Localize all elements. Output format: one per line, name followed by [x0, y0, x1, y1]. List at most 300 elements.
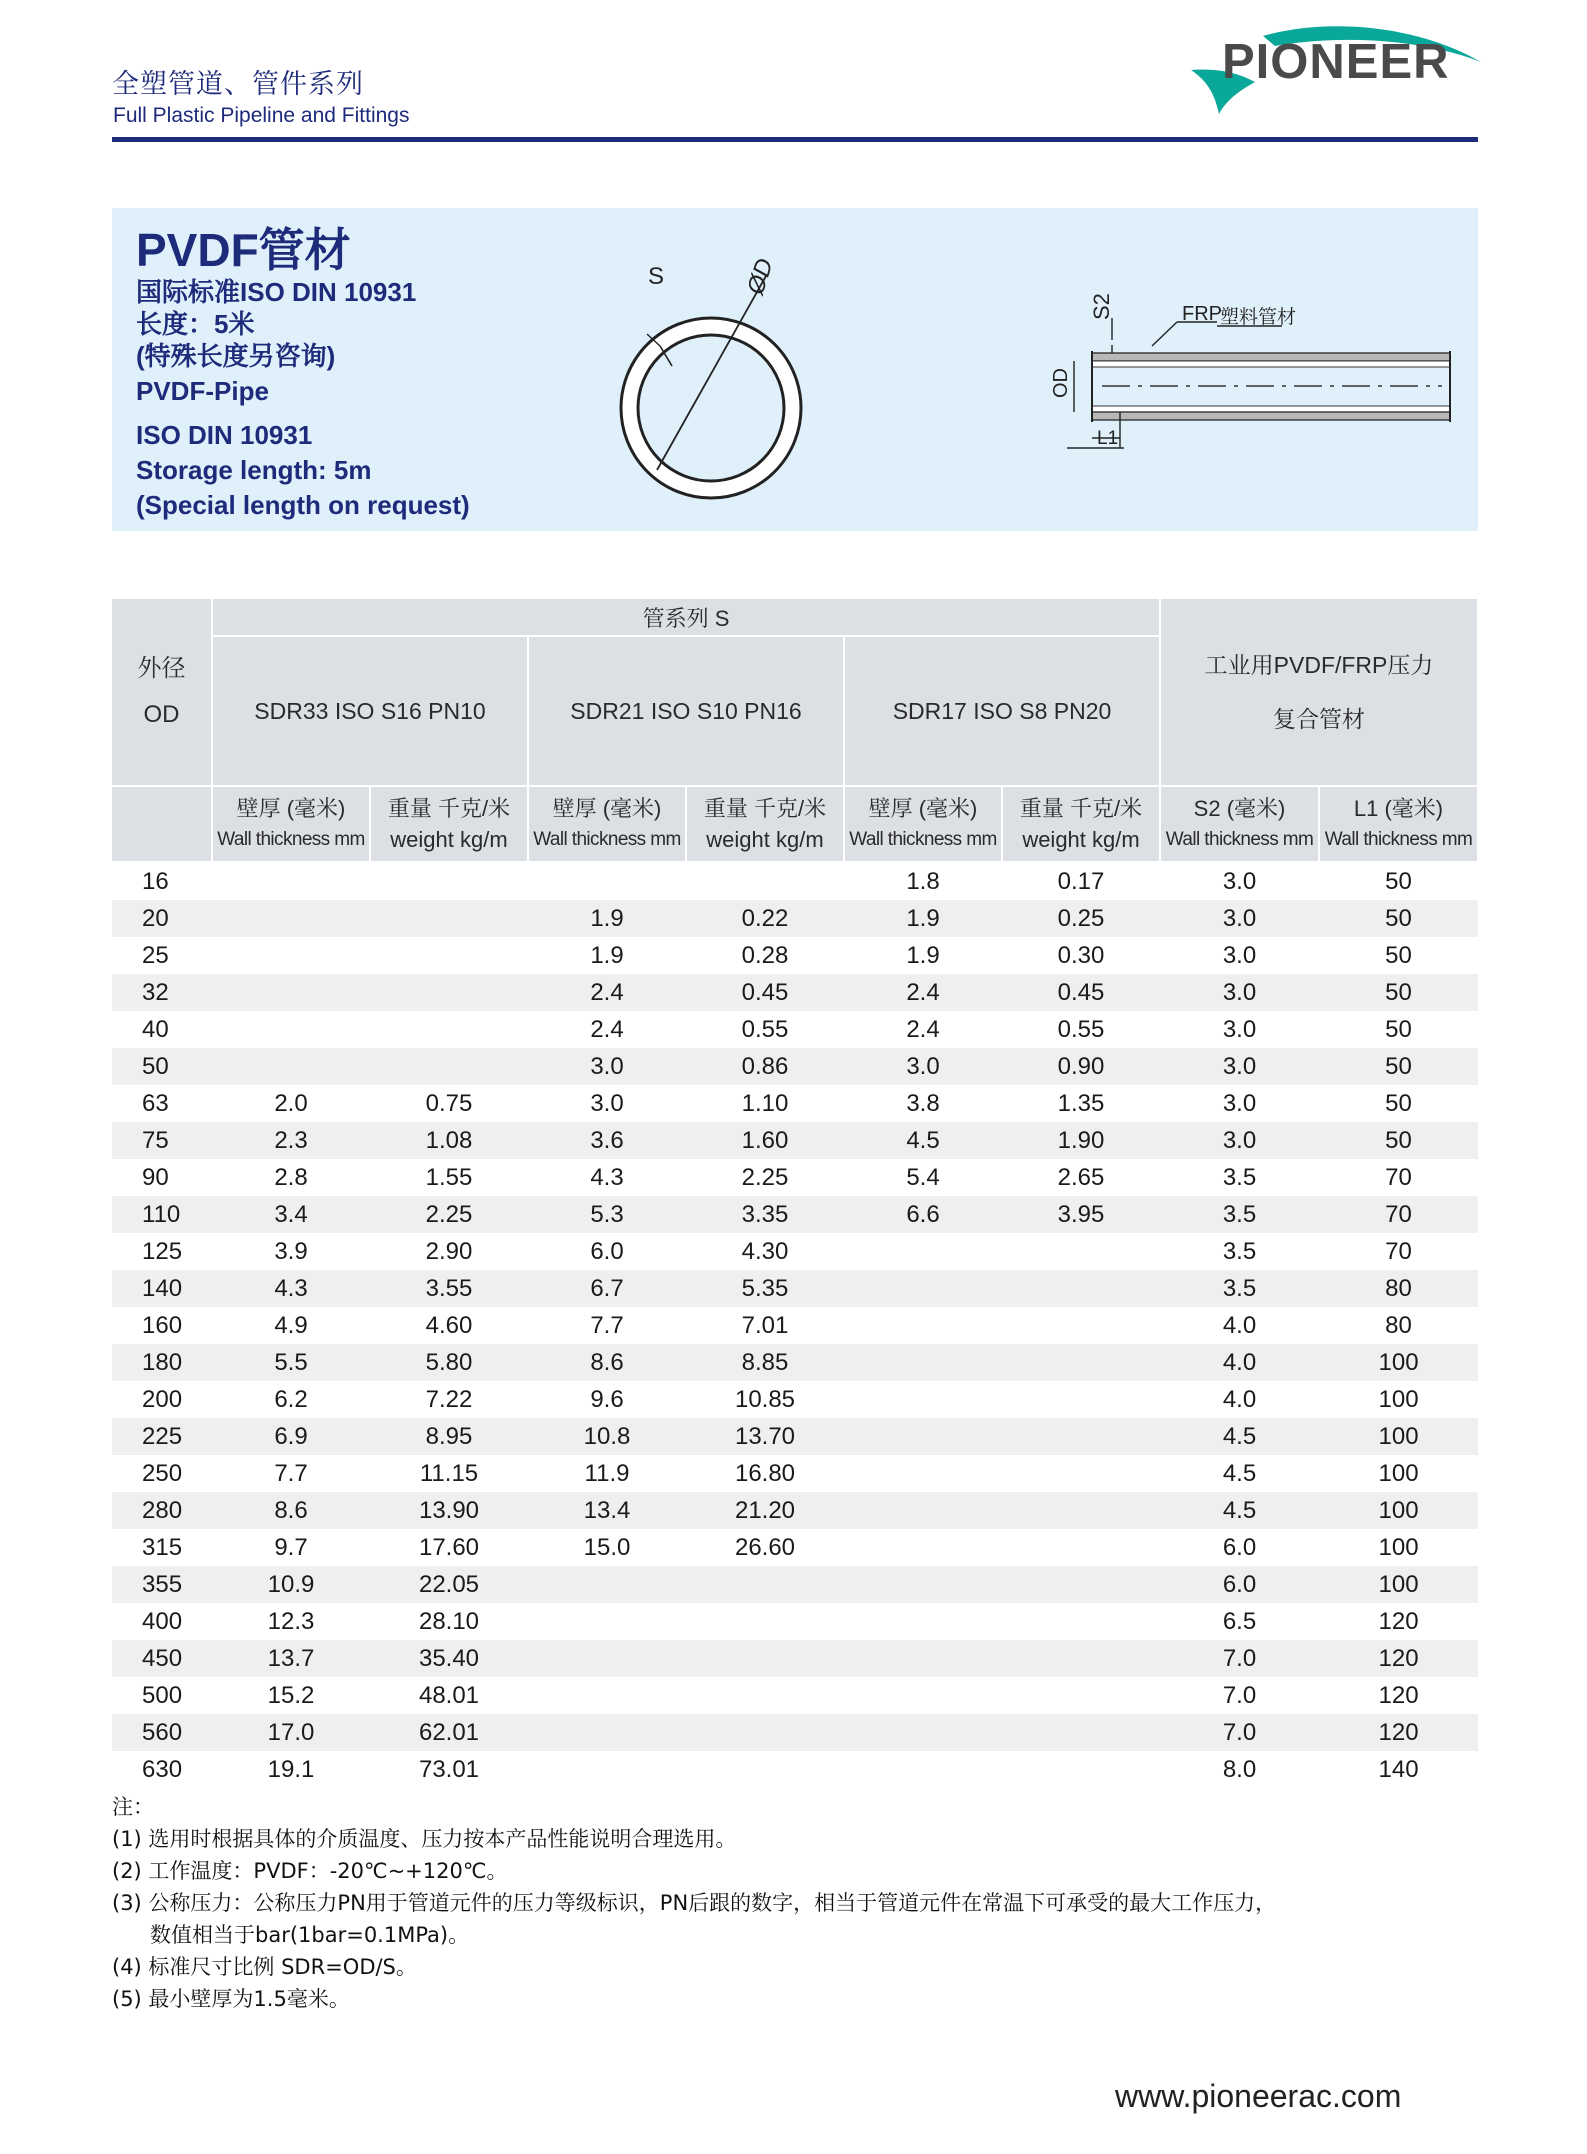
sdr17-weight-cell: 0.55: [1057, 1015, 1105, 1043]
sdr21-weight-cell: [686, 1751, 844, 1788]
s2-cell: 7.0: [1160, 1714, 1319, 1751]
sdr21-wall-cell: [528, 1677, 686, 1714]
sdr21-weight-cell: [686, 1640, 844, 1677]
note-item: (1) 选用时根据具体的介质温度、压力按本产品性能说明合理选用。: [112, 1827, 737, 1851]
od-cell: 280: [112, 1492, 212, 1529]
sdr33-wall-cell: 2.8: [274, 1163, 308, 1191]
sdr21-wall-cell: 5.3: [528, 1196, 686, 1233]
s2-cell: 4.0: [1160, 1344, 1319, 1381]
sdr33-weight-cell: 11.15: [419, 1459, 479, 1487]
weight-header: [686, 786, 844, 862]
diagram-label-od: ØD: [742, 255, 779, 298]
sdr17-weight-cell: [1002, 1307, 1160, 1344]
l1-cell: 100: [1378, 1459, 1419, 1487]
sdr33-wall-cell: 7.7: [274, 1459, 308, 1487]
notes-heading: 注：: [112, 1795, 154, 1819]
sdr17-weight-cell: 0.17: [1057, 867, 1105, 895]
l1-cell: 50: [1319, 1122, 1478, 1159]
sdr33-weight-cell: 73.01: [418, 1755, 480, 1783]
weight-header-en: weight kg/m: [706, 827, 824, 852]
table-row: [112, 1418, 1478, 1455]
l1-cell: 120: [1319, 1714, 1478, 1751]
sdr33-weight-cell: 8.95: [370, 1418, 528, 1455]
s2-cell: 3.0: [1222, 941, 1257, 969]
sdr33-weight-cell: 28.10: [418, 1607, 480, 1635]
sdr33-weight-cell: [370, 937, 528, 974]
sdr33-weight-cell: 4.60: [425, 1311, 473, 1339]
spec-table-body: [112, 862, 1478, 1788]
od-cell: 16: [142, 867, 169, 895]
s2-cell: 3.0: [1222, 1015, 1257, 1043]
weight-header-cn: 重量 千克/米: [387, 796, 511, 821]
sdr33-weight-cell: 1.55: [425, 1163, 473, 1191]
pipe-cross-section-diagram: [112, 208, 1478, 531]
sdr21-wall-cell: 6.7: [528, 1270, 686, 1307]
l1-cell: 100: [1319, 1566, 1478, 1603]
diagram-label-plastic-pipe: 塑料管材: [1220, 306, 1297, 328]
sdr21-wall-cell: 13.4: [528, 1492, 686, 1529]
sdr17-wall-cell: 4.5: [844, 1122, 1002, 1159]
sdr21-wall-cell: 7.7: [590, 1311, 624, 1339]
sdr33-wall-cell: [212, 1011, 370, 1048]
sdr33-weight-cell: 0.75: [425, 1089, 473, 1117]
sdr33-wall-cell: 19.1: [267, 1755, 315, 1783]
od-cell: 140: [112, 1270, 212, 1307]
sdr17-wall-cell: 5.4: [906, 1163, 940, 1191]
sdr33-wall-cell: 3.4: [212, 1196, 370, 1233]
sdr17-wall-cell: [844, 1677, 1002, 1714]
pipe-spec-table: [112, 599, 1479, 1788]
series-sdr17-header: SDR17 ISO S8 PN20: [844, 636, 1160, 786]
sdr17-weight-cell: [1002, 1677, 1160, 1714]
sdr17-weight-cell: [1002, 1344, 1160, 1381]
s2-cell: 6.0: [1222, 1533, 1257, 1561]
sdr21-weight-cell: 4.30: [741, 1237, 789, 1265]
sdr33-wall-cell: 6.9: [212, 1418, 370, 1455]
note-item: (2) 工作温度：PVDF：-20℃~+120℃。: [112, 1859, 508, 1883]
l1-cell: 100: [1378, 1385, 1419, 1413]
sdr21-wall-cell: [528, 1566, 686, 1603]
l1-cell: 70: [1385, 1163, 1412, 1191]
sdr21-wall-cell: [528, 1603, 686, 1640]
od-cell: 560: [112, 1714, 212, 1751]
standard-cn: 国际标准ISO DIN 10931: [136, 277, 417, 307]
sdr21-weight-cell: 10.85: [734, 1385, 796, 1413]
s2-cell: 3.0: [1160, 1122, 1319, 1159]
sdr21-wall-cell: [528, 1751, 686, 1788]
s2-cell: 6.0: [1160, 1566, 1319, 1603]
sdr21-weight-cell: 3.35: [686, 1196, 844, 1233]
sdr33-wall-cell: 4.3: [212, 1270, 370, 1307]
sdr21-wall-cell: 2.4: [528, 974, 686, 1011]
table-row: [112, 1011, 1478, 1048]
s2-cell: 7.0: [1160, 1640, 1319, 1677]
table-row: [112, 1677, 1478, 1714]
notes-section: [112, 1791, 1276, 2015]
sdr33-weight-cell: 48.01: [418, 1681, 480, 1709]
od-header-cn: 外径: [137, 655, 186, 682]
sdr21-weight-cell: [686, 1677, 844, 1714]
l1-header-en: Wall thickness mm: [1324, 829, 1473, 850]
l1-cell: 100: [1319, 1492, 1478, 1529]
series-sdr21-header: SDR21 ISO S10 PN16: [528, 636, 844, 786]
table-row: [112, 1751, 1478, 1788]
wall-thickness-header-en: Wall thickness mm: [533, 829, 681, 850]
sdr17-wall-cell: [844, 1492, 1002, 1529]
table-row: [112, 1270, 1478, 1307]
table-row: [112, 862, 1478, 900]
sdr21-weight-cell: [686, 862, 844, 900]
frp-header-line1: 工业用PVDF/FRP压力: [1204, 652, 1434, 678]
frp-composite-header: [1160, 599, 1478, 786]
sdr17-weight-cell: 0.30: [1057, 941, 1105, 969]
od-cell: 110: [112, 1196, 212, 1233]
sdr21-weight-cell: 26.60: [734, 1533, 796, 1561]
l1-header-cn: L1 (毫米): [1353, 796, 1444, 821]
sdr17-weight-cell: 3.95: [1002, 1196, 1160, 1233]
sdr33-weight-cell: 35.40: [370, 1640, 528, 1677]
od-cell: 160: [142, 1311, 183, 1339]
l1-cell: 50: [1319, 974, 1478, 1011]
sdr21-weight-cell: 8.85: [686, 1344, 844, 1381]
od-cell: 355: [112, 1566, 212, 1603]
s2-cell: 3.0: [1222, 1089, 1257, 1117]
sdr21-weight-cell: [686, 1566, 844, 1603]
sdr33-wall-cell: 17.0: [212, 1714, 370, 1751]
pioneer-logo-text: PIONEER: [1222, 35, 1450, 89]
sdr21-wall-cell: 3.0: [590, 1089, 624, 1117]
od-cell: 20: [112, 900, 212, 937]
od-cell: 40: [142, 1015, 169, 1043]
s2-cell: 3.0: [1160, 974, 1319, 1011]
sdr21-weight-cell: 16.80: [734, 1459, 796, 1487]
od-cell: 63: [142, 1089, 169, 1117]
sdr33-weight-cell: 2.90: [425, 1237, 473, 1265]
note-item-continuation: 数值相当于bar(1bar=0.1MPa)。: [150, 1923, 470, 1947]
sdr21-weight-cell: 1.60: [686, 1122, 844, 1159]
special-length-cn: (特殊长度另咨询): [136, 341, 336, 371]
sdr17-weight-cell: [1002, 1751, 1160, 1788]
sdr17-weight-cell: [1002, 1603, 1160, 1640]
l1-cell: 70: [1385, 1237, 1412, 1265]
sdr21-weight-cell: [686, 1603, 844, 1640]
storage-length-en: Storage length: 5m: [136, 455, 372, 485]
s2-cell: 4.0: [1222, 1385, 1257, 1413]
s2-cell: 3.0: [1222, 867, 1257, 895]
wall-thickness-header-en: Wall thickness mm: [849, 829, 997, 850]
standard-en: ISO DIN 10931: [136, 420, 313, 450]
table-row: [112, 900, 1478, 937]
sdr17-wall-cell: 1.9: [906, 941, 940, 969]
l1-cell: 100: [1378, 1533, 1419, 1561]
l1-cell: 120: [1319, 1640, 1478, 1677]
sdr33-weight-cell: [370, 974, 528, 1011]
sdr33-wall-cell: 6.2: [274, 1385, 308, 1413]
wall-thickness-header-en: Wall thickness mm: [217, 829, 365, 850]
sdr21-weight-cell: 0.86: [686, 1048, 844, 1085]
sdr21-weight-cell: [686, 1714, 844, 1751]
s2-header-cn: S2 (毫米): [1193, 796, 1286, 821]
sdr21-wall-cell: 1.9: [528, 900, 686, 937]
l1-cell: 50: [1319, 900, 1478, 937]
note-item: (3) 公称压力：公称压力PN用于管道元件的压力等级标识，PN后跟的数字，相当于管道元件在常温下可承受的最大工作压力，: [112, 1891, 1277, 1915]
sdr33-weight-cell: [370, 862, 528, 900]
diagram-label-s: S: [648, 263, 665, 290]
sdr21-wall-cell: 9.6: [590, 1385, 624, 1413]
s2-header: [1160, 786, 1319, 862]
sdr17-weight-cell: [1002, 1529, 1160, 1566]
sdr17-wall-cell: [844, 1455, 1002, 1492]
sdr17-weight-cell: 2.65: [1057, 1163, 1105, 1191]
sdr17-wall-cell: [844, 1566, 1002, 1603]
sdr17-weight-cell: [1002, 1418, 1160, 1455]
diagram-label-od-side: OD: [1050, 368, 1072, 398]
weight-header-cn: 重量 千克/米: [703, 796, 827, 821]
sdr33-wall-cell: 5.5: [212, 1344, 370, 1381]
sdr21-wall-cell: 3.6: [528, 1122, 686, 1159]
od-cell: 75: [112, 1122, 212, 1159]
sdr17-weight-cell: [1002, 1233, 1160, 1270]
sdr17-wall-cell: [844, 1418, 1002, 1455]
sdr17-weight-cell: [1002, 1381, 1160, 1418]
sdr21-wall-cell: 3.0: [528, 1048, 686, 1085]
diagram-label-l1: L1: [1097, 428, 1119, 449]
note-item: (5) 最小壁厚为1.5毫米。: [112, 1987, 350, 2011]
weight-header: [370, 786, 528, 862]
weight-header-en: weight kg/m: [390, 827, 508, 852]
table-row: [112, 1344, 1478, 1381]
sdr17-wall-cell: [844, 1603, 1002, 1640]
sdr33-wall-cell: [212, 974, 370, 1011]
sdr17-wall-cell: [844, 1714, 1002, 1751]
wall-thickness-header-cn: 壁厚 (毫米): [236, 796, 346, 821]
l1-cell: 50: [1385, 867, 1412, 895]
sdr17-wall-cell: [844, 1640, 1002, 1677]
sdr33-weight-cell: 7.22: [425, 1385, 473, 1413]
sdr17-weight-cell: 0.25: [1002, 900, 1160, 937]
sdr21-wall-cell: 2.4: [590, 1015, 624, 1043]
l1-cell: 80: [1385, 1311, 1412, 1339]
od-cell: 500: [142, 1681, 183, 1709]
l1-cell: 120: [1378, 1607, 1419, 1635]
sdr17-weight-cell: [1002, 1270, 1160, 1307]
s2-cell: 3.0: [1160, 1048, 1319, 1085]
product-title: PVDF管材: [136, 224, 351, 276]
note-item: (4) 标准尺寸比例 SDR=OD/S。: [112, 1955, 417, 1979]
pipe-ring-icon: [621, 276, 801, 498]
sdr21-weight-cell: 2.25: [741, 1163, 789, 1191]
weight-header-en: weight kg/m: [1022, 827, 1140, 852]
frp-header-line2: 复合管材: [1273, 706, 1366, 732]
sdr33-wall-cell: 12.3: [267, 1607, 315, 1635]
sdr17-wall-cell: [844, 1344, 1002, 1381]
table-row: [112, 1159, 1478, 1196]
table-row: [112, 1122, 1478, 1159]
l1-cell: 50: [1385, 941, 1412, 969]
od-header-en: OD: [143, 701, 180, 728]
sdr33-wall-cell: 9.7: [274, 1533, 308, 1561]
sdr17-weight-cell: [1002, 1640, 1160, 1677]
s2-cell: 3.5: [1222, 1163, 1257, 1191]
s2-header-en: Wall thickness mm: [1165, 829, 1314, 850]
sdr17-weight-cell: 0.90: [1002, 1048, 1160, 1085]
od-cell: 630: [142, 1755, 183, 1783]
od-cell: 32: [112, 974, 212, 1011]
od-cell: 225: [112, 1418, 212, 1455]
sdr21-weight-cell: 0.45: [686, 974, 844, 1011]
wall-thickness-header: [528, 786, 686, 862]
sdr33-wall-cell: 4.9: [274, 1311, 308, 1339]
sdr17-weight-cell: 0.45: [1002, 974, 1160, 1011]
table-row: [112, 1566, 1478, 1603]
sdr33-weight-cell: 13.90: [370, 1492, 528, 1529]
sdr33-weight-cell: 1.08: [370, 1122, 528, 1159]
sdr17-wall-cell: [844, 1529, 1002, 1566]
sdr21-wall-cell: 6.0: [590, 1237, 624, 1265]
od-cell: 180: [112, 1344, 212, 1381]
table-row: [112, 1603, 1478, 1640]
s2-cell: 3.5: [1160, 1270, 1319, 1307]
sdr21-wall-cell: [528, 1640, 686, 1677]
l1-cell: 120: [1378, 1681, 1419, 1709]
sdr17-wall-cell: 1.8: [906, 867, 940, 895]
sdr33-weight-cell: 2.25: [370, 1196, 528, 1233]
sdr21-wall-cell: 15.0: [583, 1533, 631, 1561]
l1-cell: 100: [1319, 1344, 1478, 1381]
sdr17-wall-cell: 6.6: [844, 1196, 1002, 1233]
table-row: [112, 1640, 1478, 1677]
sdr21-weight-cell: 7.01: [741, 1311, 789, 1339]
sdr33-weight-cell: [370, 1011, 528, 1048]
table-row: [112, 1381, 1478, 1418]
sdr21-weight-cell: 1.10: [741, 1089, 789, 1117]
sdr21-wall-cell: [528, 1714, 686, 1751]
l1-cell: 70: [1319, 1196, 1478, 1233]
wall-thickness-header: [212, 786, 370, 862]
sdr21-wall-cell: 8.6: [528, 1344, 686, 1381]
sdr21-weight-cell: 0.28: [741, 941, 789, 969]
table-row: [112, 1233, 1478, 1270]
sdr17-wall-cell: 2.4: [906, 1015, 940, 1043]
s2-cell: 4.5: [1222, 1459, 1257, 1487]
sdr21-wall-cell: 4.3: [590, 1163, 624, 1191]
sdr17-weight-cell: [1002, 1714, 1160, 1751]
od-cell: 50: [112, 1048, 212, 1085]
sdr17-wall-cell: [844, 1233, 1002, 1270]
s2-cell: 3.0: [1160, 900, 1319, 937]
header-divider: [112, 137, 1478, 142]
l1-cell: 140: [1378, 1755, 1419, 1783]
l1-cell: 80: [1319, 1270, 1478, 1307]
s2-cell: 3.5: [1160, 1196, 1319, 1233]
wall-thickness-header-cn: 壁厚 (毫米): [552, 796, 662, 821]
sdr33-wall-cell: [212, 900, 370, 937]
sdr21-weight-cell: 5.35: [686, 1270, 844, 1307]
sdr21-wall-cell: [528, 862, 686, 900]
sdr21-wall-cell: 11.9: [584, 1459, 630, 1487]
sdr17-wall-cell: [844, 1751, 1002, 1788]
od-cell: 25: [142, 941, 169, 969]
sdr33-weight-cell: 17.60: [418, 1533, 480, 1561]
table-row: [112, 1196, 1478, 1233]
sdr21-wall-cell: 10.8: [528, 1418, 686, 1455]
sdr17-weight-cell: [1002, 1566, 1160, 1603]
l1-header: [1319, 786, 1478, 862]
sdr33-wall-cell: [212, 862, 370, 900]
sdr33-wall-cell: 2.0: [274, 1089, 308, 1117]
table-row: [112, 1455, 1478, 1492]
od-cell: 450: [112, 1640, 212, 1677]
sdr21-weight-cell: 13.70: [686, 1418, 844, 1455]
sdr33-wall-cell: 8.6: [212, 1492, 370, 1529]
table-row: [112, 974, 1478, 1011]
od-subheader-blank: [112, 786, 212, 862]
sdr21-weight-cell: 0.22: [686, 900, 844, 937]
l1-cell: 50: [1319, 1048, 1478, 1085]
s2-cell: 6.5: [1222, 1607, 1257, 1635]
od-cell: 400: [142, 1607, 183, 1635]
s2-cell: 4.5: [1160, 1418, 1319, 1455]
series-sdr33-header: SDR33 ISO S16 PN10: [212, 636, 528, 786]
sdr33-wall-cell: 3.9: [274, 1237, 308, 1265]
s2-cell: 4.5: [1160, 1492, 1319, 1529]
frp-pipe-side-view: [1067, 318, 1450, 448]
pipe-series-header: 管系列 S: [212, 599, 1160, 636]
table-row: [112, 937, 1478, 974]
sdr21-weight-cell: 21.20: [686, 1492, 844, 1529]
sdr17-weight-cell: [1002, 1455, 1160, 1492]
table-row: [112, 1529, 1478, 1566]
sdr21-wall-cell: 1.9: [590, 941, 624, 969]
sdr33-weight-cell: 3.55: [370, 1270, 528, 1307]
catalog-title-en: Full Plastic Pipeline and Fittings: [113, 104, 410, 127]
length-cn: 长度：5米: [136, 309, 255, 339]
table-row: [112, 1085, 1478, 1122]
table-row: [112, 1048, 1478, 1085]
sdr17-wall-cell: 3.0: [844, 1048, 1002, 1085]
l1-cell: 100: [1319, 1418, 1478, 1455]
s2-cell: 7.0: [1222, 1681, 1257, 1709]
sdr17-weight-cell: 1.90: [1002, 1122, 1160, 1159]
table-row: [112, 1307, 1478, 1344]
table-row: [112, 1714, 1478, 1751]
sdr33-weight-cell: 62.01: [370, 1714, 528, 1751]
s2-cell: 8.0: [1222, 1755, 1257, 1783]
diagram-label-frp: FRP: [1182, 303, 1222, 325]
sdr21-weight-cell: 0.55: [741, 1015, 789, 1043]
wall-thickness-header-cn: 壁厚 (毫米): [868, 796, 978, 821]
od-cell: 250: [142, 1459, 183, 1487]
od-cell: 90: [142, 1163, 169, 1191]
sdr33-weight-cell: 5.80: [370, 1344, 528, 1381]
sdr17-wall-cell: [844, 1381, 1002, 1418]
special-length-en: (Special length on request): [136, 490, 470, 520]
sdr33-wall-cell: 2.3: [212, 1122, 370, 1159]
od-header: [112, 599, 212, 786]
website-url[interactable]: www.pioneerac.com: [1115, 2078, 1402, 2114]
sdr17-weight-cell: [1002, 1492, 1160, 1529]
weight-header-cn: 重量 千克/米: [1019, 796, 1143, 821]
sdr33-wall-cell: 10.9: [212, 1566, 370, 1603]
product-info-panel: [112, 208, 1478, 531]
s2-cell: 4.0: [1222, 1311, 1257, 1339]
sdr33-wall-cell: 13.7: [212, 1640, 370, 1677]
sdr17-wall-cell: 3.8: [906, 1089, 940, 1117]
sdr17-wall-cell: 1.9: [844, 900, 1002, 937]
sdr33-wall-cell: [212, 937, 370, 974]
diagram-label-s2: S2: [1089, 293, 1114, 320]
sdr17-weight-cell: 1.35: [1057, 1089, 1105, 1117]
